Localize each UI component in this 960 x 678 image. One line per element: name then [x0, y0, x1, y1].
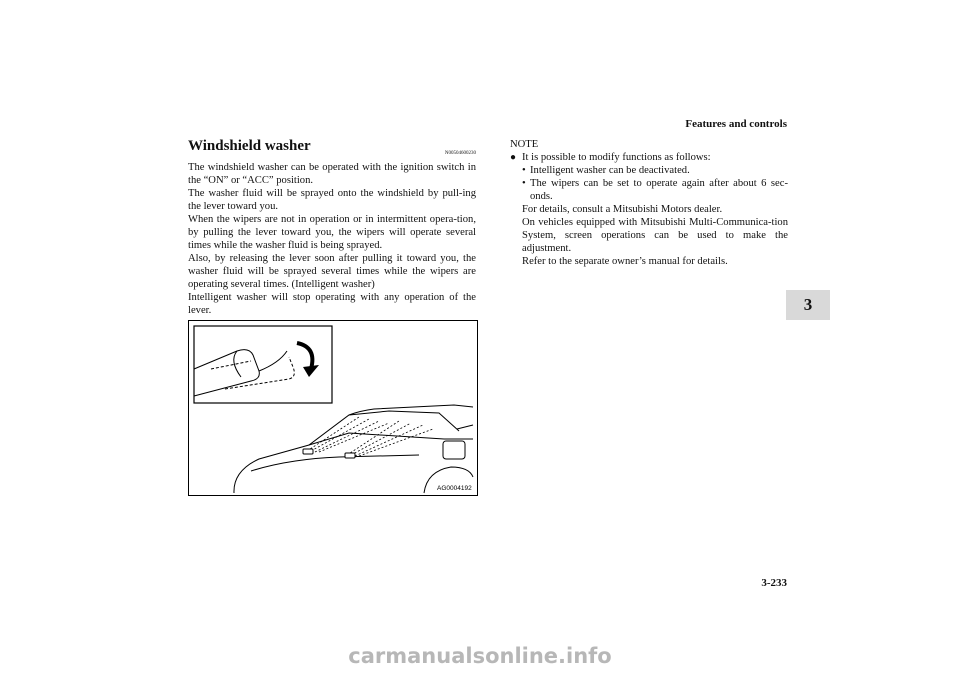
list-item [522, 164, 788, 177]
note-mmcs: On vehicles equipped with Mitsubishi Multi-Communica-tion System, screen operations can be used to make the adjustment. [522, 217, 788, 254]
note-intro: It is possible to modify functions as follows: [522, 152, 711, 163]
body-paragraph: The windshield washer can be operated with the ignition switch in the “ON” or “ACC” position. [188, 162, 476, 186]
figure-label: AG0004192 [437, 485, 472, 492]
sub-bullet: • [522, 178, 526, 189]
sub-bullet: • [522, 165, 526, 176]
body-paragraph: Also, by releasing the lever soon after pulling it toward you, the washer fluid will be sprayed several times while the wipers are operating several times. (Intelligent washer) [188, 253, 476, 290]
car-outline [234, 405, 473, 493]
body-paragraph: Intelligent washer will stop operating with any operation of the lever. [188, 292, 476, 316]
section-code: N00504600230 [444, 151, 476, 156]
list-item [522, 177, 788, 203]
section-body [188, 161, 476, 317]
chapter-tab: 3 [786, 290, 830, 320]
header-title: Features and controls [685, 118, 787, 130]
list-item-text: The wipers can be set to operate again after about 6 sec-onds. [530, 178, 788, 202]
note-dealer: For details, consult a Mitsubishi Motors dealer. [522, 204, 723, 215]
note-block [510, 138, 788, 268]
body-paragraph: When the wipers are not in operation or in intermittent opera-tion, by pulling the lever toward you, the wipers will operate several times while the washer fluid is being sprayed. [188, 214, 476, 251]
note-manual: Refer to the separate owner’s manual for details. [522, 256, 728, 267]
note-item [510, 151, 788, 268]
page-number: 3-233 [761, 577, 787, 589]
body-paragraph: The washer fluid will be sprayed onto the windshield by pull-ing the lever toward you. [188, 188, 476, 212]
windshield-washer-figure [188, 320, 478, 496]
bullet-icon: ● [510, 152, 517, 163]
watermark: carmanualsonline.info [348, 644, 612, 668]
section-title: Windshield washer [188, 138, 311, 154]
washer-illustration [189, 321, 477, 495]
washer-nozzles [303, 449, 355, 458]
list-item-text: Intelligent washer can be deactivated. [530, 165, 690, 176]
spray-lines [307, 417, 433, 456]
note-label: NOTE [510, 139, 539, 150]
